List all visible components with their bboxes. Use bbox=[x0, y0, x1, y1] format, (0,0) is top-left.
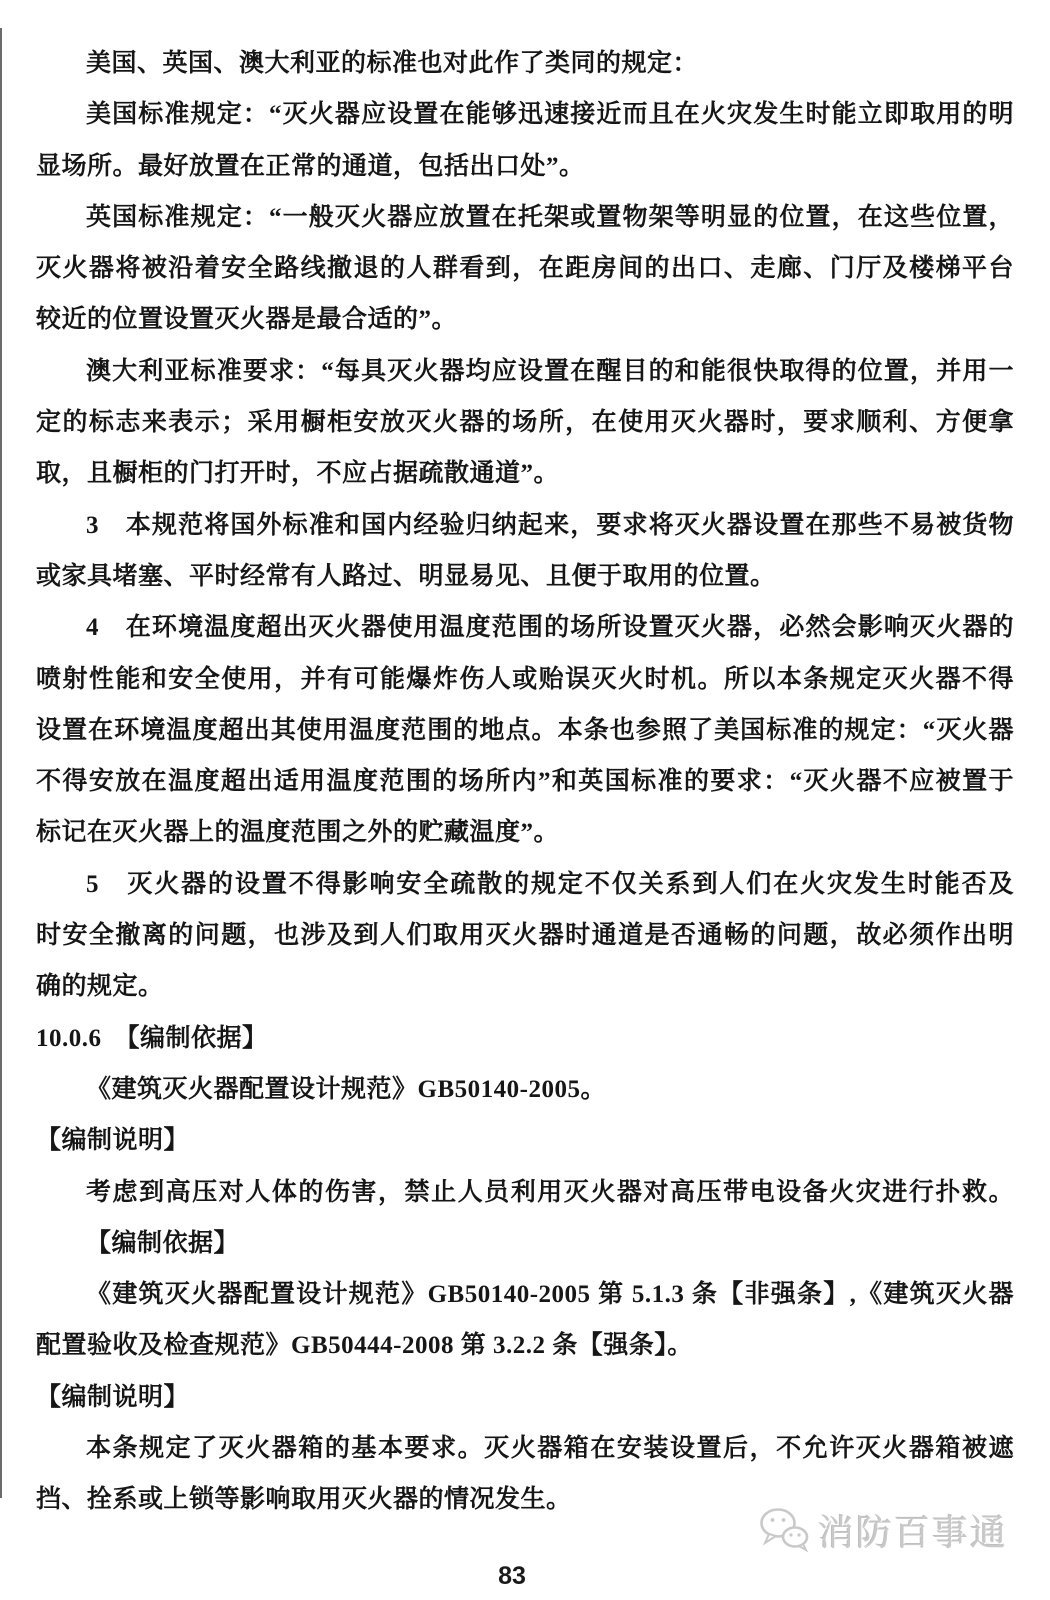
text-line: 【编制说明】 bbox=[36, 1383, 190, 1411]
text-line: 时安全撤离的问题，也涉及到人们取用灭火器时通道是否通畅的问题，故必须作出明 bbox=[36, 922, 1014, 950]
text-line: 标记在灭火器上的温度范围之外的贮藏温度”。 bbox=[36, 819, 560, 847]
watermark bbox=[758, 1498, 1008, 1562]
text-line: 不得安放在温度超出适用温度范围的场所内”和英国标准的要求：“灭火器不应被置于 bbox=[36, 768, 1014, 796]
text-line: 确的规定。 bbox=[36, 973, 164, 1001]
text-line: 定的标志来表示；采用橱柜安放灭火器的场所，在使用灭火器时，要求顺利、方便拿 bbox=[36, 409, 1014, 437]
text-line: 5 灭火器的设置不得影响安全疏散的规定不仅关系到人们在火灾发生时能否及 bbox=[86, 870, 1014, 898]
wechat-bubbles-icon bbox=[758, 1505, 812, 1555]
text-line: 或家具堵塞、平时经常有人路过、明显易见、且便于取用的位置。 bbox=[36, 562, 776, 590]
text-line: 10.0.6 【编制依据】 bbox=[36, 1024, 268, 1052]
text-line: 考虑到高压对人体的伤害，禁止人员利用灭火器对高压带电设备火灾进行扑救。 bbox=[86, 1178, 1014, 1206]
text-line: 较近的位置设置灭火器是最合适的”。 bbox=[36, 306, 458, 334]
text-line: 《建筑灭火器配置设计规范》GB50140-2005 第 5.1.3 条【非强条】,《建筑灭火器 bbox=[86, 1281, 1014, 1309]
text-line: 澳大利亚标准要求：“每具灭火器均应设置在醒目的和能很快取得的位置，并用一 bbox=[86, 357, 1014, 385]
text-line: 显场所。最好放置在正常的通道，包括出口处”。 bbox=[36, 152, 585, 180]
text-line: 美国标准规定：“灭火器应设置在能够迅速接近而且在火灾发生时能立即取用的明 bbox=[86, 101, 1014, 129]
watermark-text: 消防百事通 bbox=[817, 1512, 1008, 1553]
text-line: 设置在环境温度超出其使用温度范围的地点。本条也参照了美国标准的规定：“灭火器 bbox=[36, 716, 1014, 744]
text-line: 4 在环境温度超出灭火器使用温度范围的场所设置灭火器，必然会影响灭火器的 bbox=[86, 614, 1014, 642]
scan-edge-artifact bbox=[0, 28, 2, 1498]
text-line: 喷射性能和安全使用，并有可能爆炸伤人或贻误灭火时机。所以本条规定灭火器不得 bbox=[36, 665, 1014, 693]
text-line: 【编制说明】 bbox=[36, 1127, 190, 1155]
page-number: 83 bbox=[498, 1562, 526, 1590]
text-line: 【编制依据】 bbox=[86, 1229, 240, 1257]
text-line: 配置验收及检查规范》GB50444-2008 第 3.2.2 条【强条】。 bbox=[36, 1332, 693, 1360]
text-line: 英国标准规定：“一般灭火器应放置在托架或置物架等明显的位置，在这些位置， bbox=[86, 203, 1014, 231]
text-line: 3 本规范将国外标准和国内经验归纳起来，要求将灭火器设置在那些不易被货物 bbox=[86, 511, 1014, 539]
text-line: 美国、英国、澳大利亚的标准也对此作了类同的规定： bbox=[86, 50, 699, 77]
document-body bbox=[36, 38, 1014, 1526]
text-line: 本条规定了灭火器箱的基本要求。灭火器箱在安装设置后，不允许灭火器箱被遮 bbox=[86, 1435, 1014, 1463]
text-line: 取，且橱柜的门打开时，不应占据疏散通道”。 bbox=[36, 460, 560, 488]
text-line: 灭火器将被沿着安全路线撤退的人群看到，在距房间的出口、走廊、门厅及楼梯平台 bbox=[36, 255, 1014, 283]
text-line: 挡、拴系或上锁等影响取用灭火器的情况发生。 bbox=[36, 1486, 572, 1514]
text-line: 《建筑灭火器配置设计规范》GB50140-2005。 bbox=[86, 1075, 606, 1103]
